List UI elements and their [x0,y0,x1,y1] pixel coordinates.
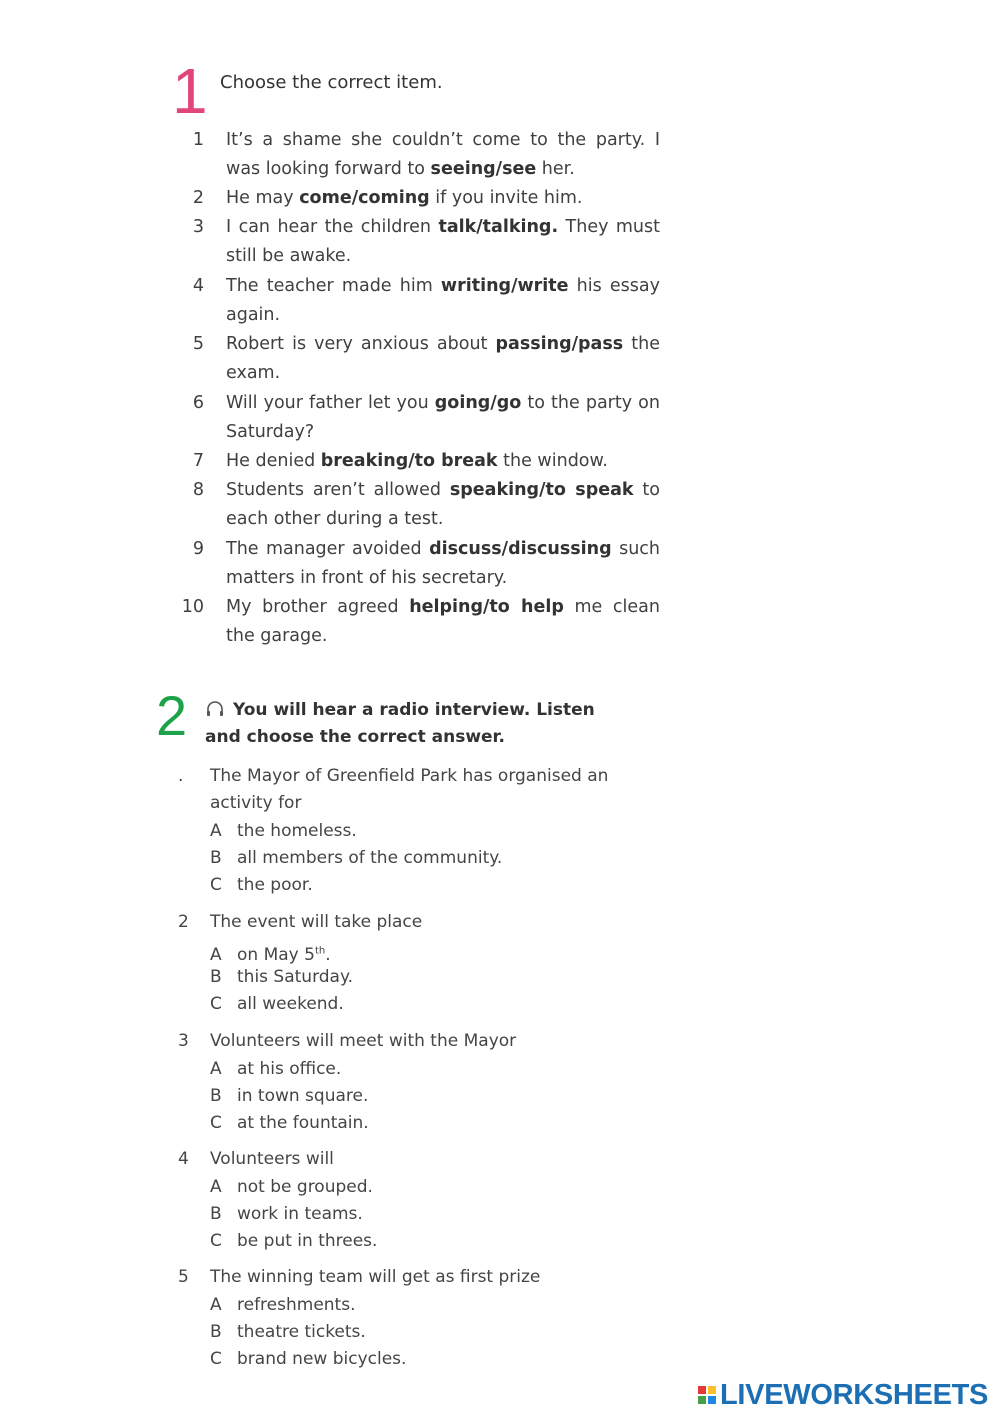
item-number: 4 [192,276,204,296]
question-text: The winning team will get as first prize [210,1267,541,1287]
answer-option-c[interactable] [210,1110,369,1137]
option-letter: B [210,1086,222,1106]
liveworksheets-brand-text: LIVEWORKSHEETS [720,1378,989,1411]
item-sentence: Robert is very anxious about passing/pass the exam. [226,334,660,383]
question-text: Volunteers will [210,1149,334,1169]
answer-choices[interactable]: talk/talking. [438,217,559,237]
answer-option-c[interactable] [210,1228,377,1255]
question-number: . [178,766,184,786]
liveworksheets-logo [698,1378,988,1412]
headphones-icon [205,700,225,718]
option-letter: B [210,1204,222,1224]
option-letter: C [210,994,222,1014]
item-sentence: He may come/coming if you invite him. [226,188,583,208]
option-text: be put in threes. [237,1231,378,1251]
answer-option-c[interactable] [210,1346,406,1373]
option-letter: A [210,944,222,965]
answer-option-b[interactable] [210,845,502,872]
option-text: at the fountain. [237,1113,369,1133]
exercise-2-instruction [205,697,625,751]
answer-option-b[interactable] [210,964,353,991]
answer-choices[interactable]: come/coming [299,188,430,208]
question-text: Volunteers will meet with the Mayor [210,1031,517,1051]
option-text: this Saturday. [237,967,354,987]
answer-option-a[interactable] [210,1056,341,1083]
option-letter: A [210,1059,222,1079]
answer-choices[interactable]: breaking/to break [320,451,498,471]
option-letter: B [210,1322,222,1342]
exercise-2-number: 2 [156,684,188,747]
item-sentence: The manager avoided discuss/discussing such matters in front of his secretary. [226,539,661,588]
answer-choices[interactable]: seeing/see [430,159,537,179]
question-text: The Mayor of Greenfield Park has organised an activity for [210,766,609,813]
option-text: not be grouped. [237,1177,373,1197]
option-letter: A [210,1295,222,1315]
question-number: 2 [178,912,189,932]
option-text: at his office. [237,1059,342,1079]
option-letter: A [210,821,222,841]
item-sentence: Will your father let you going/go to the party on Saturday? [226,393,660,442]
option-letter: B [210,967,222,987]
option-text: the poor. [237,875,313,895]
option-text: in town square. [237,1086,369,1106]
answer-choices[interactable]: speaking/to speak [449,480,634,500]
option-letter: C [210,875,222,895]
option-text: all weekend. [237,994,344,1014]
option-text: brand new bicycles. [237,1349,407,1369]
option-text: work in teams. [237,1204,363,1224]
item-sentence: He denied breaking/to break the window. [226,451,608,471]
answer-option-b[interactable] [210,1083,368,1110]
answer-choices[interactable]: writing/write [440,276,569,296]
item-number: 6 [192,393,204,413]
answer-choices[interactable]: discuss/discussing [429,539,612,559]
item-number: 7 [192,451,204,471]
option-letter: C [210,1231,222,1251]
item-number: 5 [192,334,204,354]
answer-option-b[interactable] [210,1201,363,1228]
item-number: 9 [192,539,204,559]
question-text: The event will take place [210,912,423,932]
answer-option-a[interactable] [210,818,357,845]
answer-option-c[interactable] [210,872,313,899]
question-number: 4 [178,1149,189,1169]
item-sentence: The teacher made him writing/write his essay again. [226,276,660,325]
item-number: 2 [192,188,204,208]
answer-choices[interactable]: helping/to help [409,597,564,617]
option-text: the homeless. [237,821,357,841]
answer-option-a[interactable] [210,1292,356,1319]
option-text: all members of the community. [237,848,503,868]
question-number: 5 [178,1267,189,1287]
item-number: 8 [192,480,204,500]
option-text: theatre tickets. [237,1322,366,1342]
item-sentence: It’s a shame she couldn’t come to the party. I was looking forward to seeing/see her. [226,130,660,179]
liveworksheets-logo-icon [698,1386,716,1404]
option-letter: C [210,1349,222,1369]
item-sentence: Students aren’t allowed speaking/to speak to each other during a test. [226,480,661,529]
exercise-1-title: Choose the correct item. [220,72,443,93]
option-letter: A [210,1177,222,1197]
item-sentence: I can hear the children talk/talking. They must still be awake. [226,217,660,266]
option-letter: B [210,848,222,868]
item-number: 10 [181,597,204,617]
item-sentence: My brother agreed helping/to help me clean the garage. [226,597,660,646]
answer-option-a[interactable] [210,1174,373,1201]
exercise-2-title: You will hear a radio interview. Listen and choose the correct answer. [205,700,595,747]
item-number: 1 [192,130,204,150]
answer-choices[interactable]: passing/pass [495,334,624,354]
question-number: 3 [178,1031,189,1051]
option-letter: C [210,1113,222,1133]
answer-choices[interactable]: going/go [434,393,522,413]
option-text: on May 5th. [237,944,331,965]
item-number: 3 [192,217,204,237]
exercise-1-number: 1 [172,55,208,127]
answer-option-c[interactable] [210,991,344,1018]
answer-option-b[interactable] [210,1319,366,1346]
option-text: refreshments. [237,1295,356,1315]
